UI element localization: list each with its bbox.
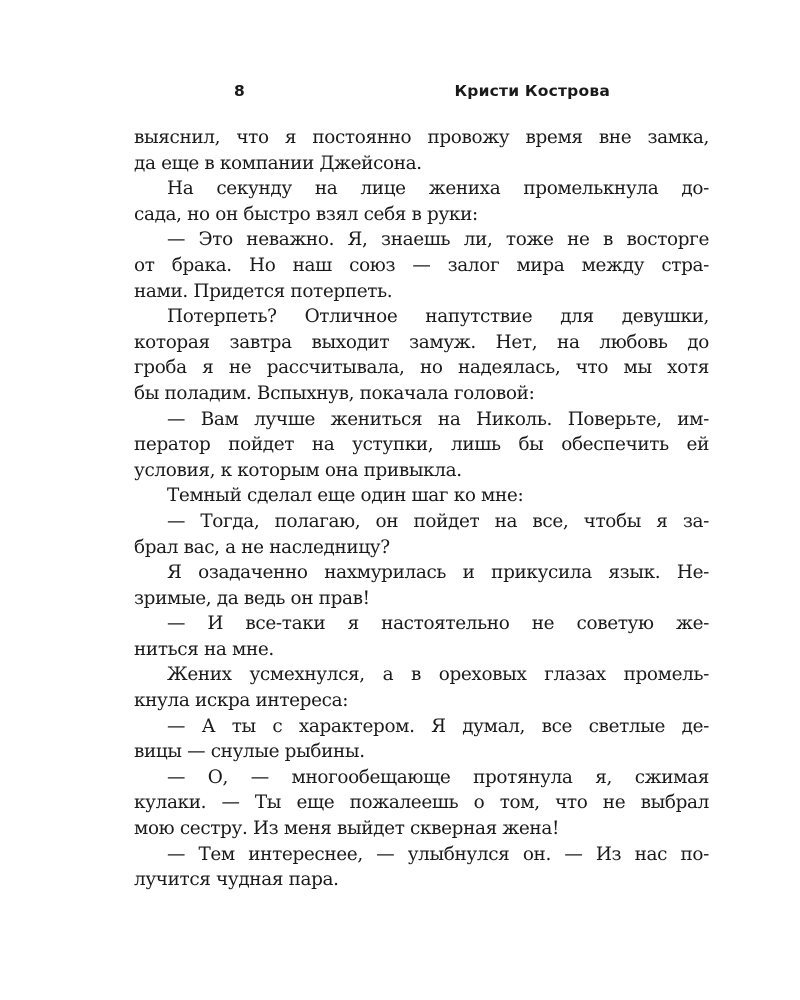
text-line: кулаки. — Ты еще пожалеешь о том, что не выбрал <box>134 792 709 814</box>
text-line: Потерпеть? Отличное напутствие для девушки, <box>167 306 709 328</box>
text-line: Темный сделал еще один шаг ко мне: <box>167 485 524 507</box>
page-number: 8 <box>234 82 245 100</box>
text-line: ператор пойдет на уступки, лишь бы обеспечить ей <box>134 434 709 456</box>
text-line: На секунду на лице жениха промелькнула до- <box>167 178 709 200</box>
text-line: нами. Придется потерпеть. <box>134 280 393 302</box>
page-header <box>134 80 610 106</box>
text-line: Жених усмехнулся, а в ореховых глазах промель- <box>167 664 709 686</box>
text-line: — Тем интереснее, — улыбнулся он. — Из нас по- <box>167 843 709 865</box>
text-line: — Вам лучше жениться на Николь. Поверьте, им- <box>167 408 709 430</box>
running-title: Кристи Кострова <box>454 82 610 100</box>
text-line: кнула искра интереса: <box>134 690 349 712</box>
text-line: — И все-таки я настоятельно не советую же- <box>167 613 709 635</box>
text-line: — А ты с характером. Я думал, все светлые де- <box>167 715 709 737</box>
text-line: сада, но он быстро взял себя в руки: <box>134 203 478 225</box>
text-line: Я озадаченно нахмурилась и прикусила язык. Не- <box>167 562 709 584</box>
text-line: от брака. Но наш союз — залог мира между стра- <box>134 254 709 276</box>
text-line: да еще в компании Джейсона. <box>134 152 422 174</box>
text-line: выяснил, что я постоянно провожу время вне замка, <box>134 127 709 148</box>
text-line: зримые, да ведь он прав! <box>134 587 370 609</box>
text-line: условия, к которым она привыкла. <box>134 459 462 481</box>
text-line: ниться на мне. <box>134 638 274 660</box>
text-line: брал вас, а не наследницу? <box>134 536 390 558</box>
text-line: — Это неважно. Я, знаешь ли, тоже не в восторге <box>167 229 709 251</box>
book-text <box>134 125 709 893</box>
text-line: лучится чудная пара. <box>134 869 339 891</box>
text-line: — О, — многообещающе протянула я, сжимая <box>167 766 709 788</box>
text-line: вицы — снулые рыбины. <box>134 741 365 763</box>
text-line: бы поладим. Вспыхнув, покачала головой: <box>134 382 535 404</box>
text-line: гроба я не рассчитывала, но надеялась, что мы хотя <box>134 357 709 379</box>
text-line: мою сестру. Из меня выйдет скверная жена! <box>134 818 559 840</box>
text-line: — Тогда, полагаю, он пойдет на все, чтобы я за- <box>167 510 709 532</box>
text-line: которая завтра выходит замуж. Нет, на любовь до <box>134 331 709 353</box>
